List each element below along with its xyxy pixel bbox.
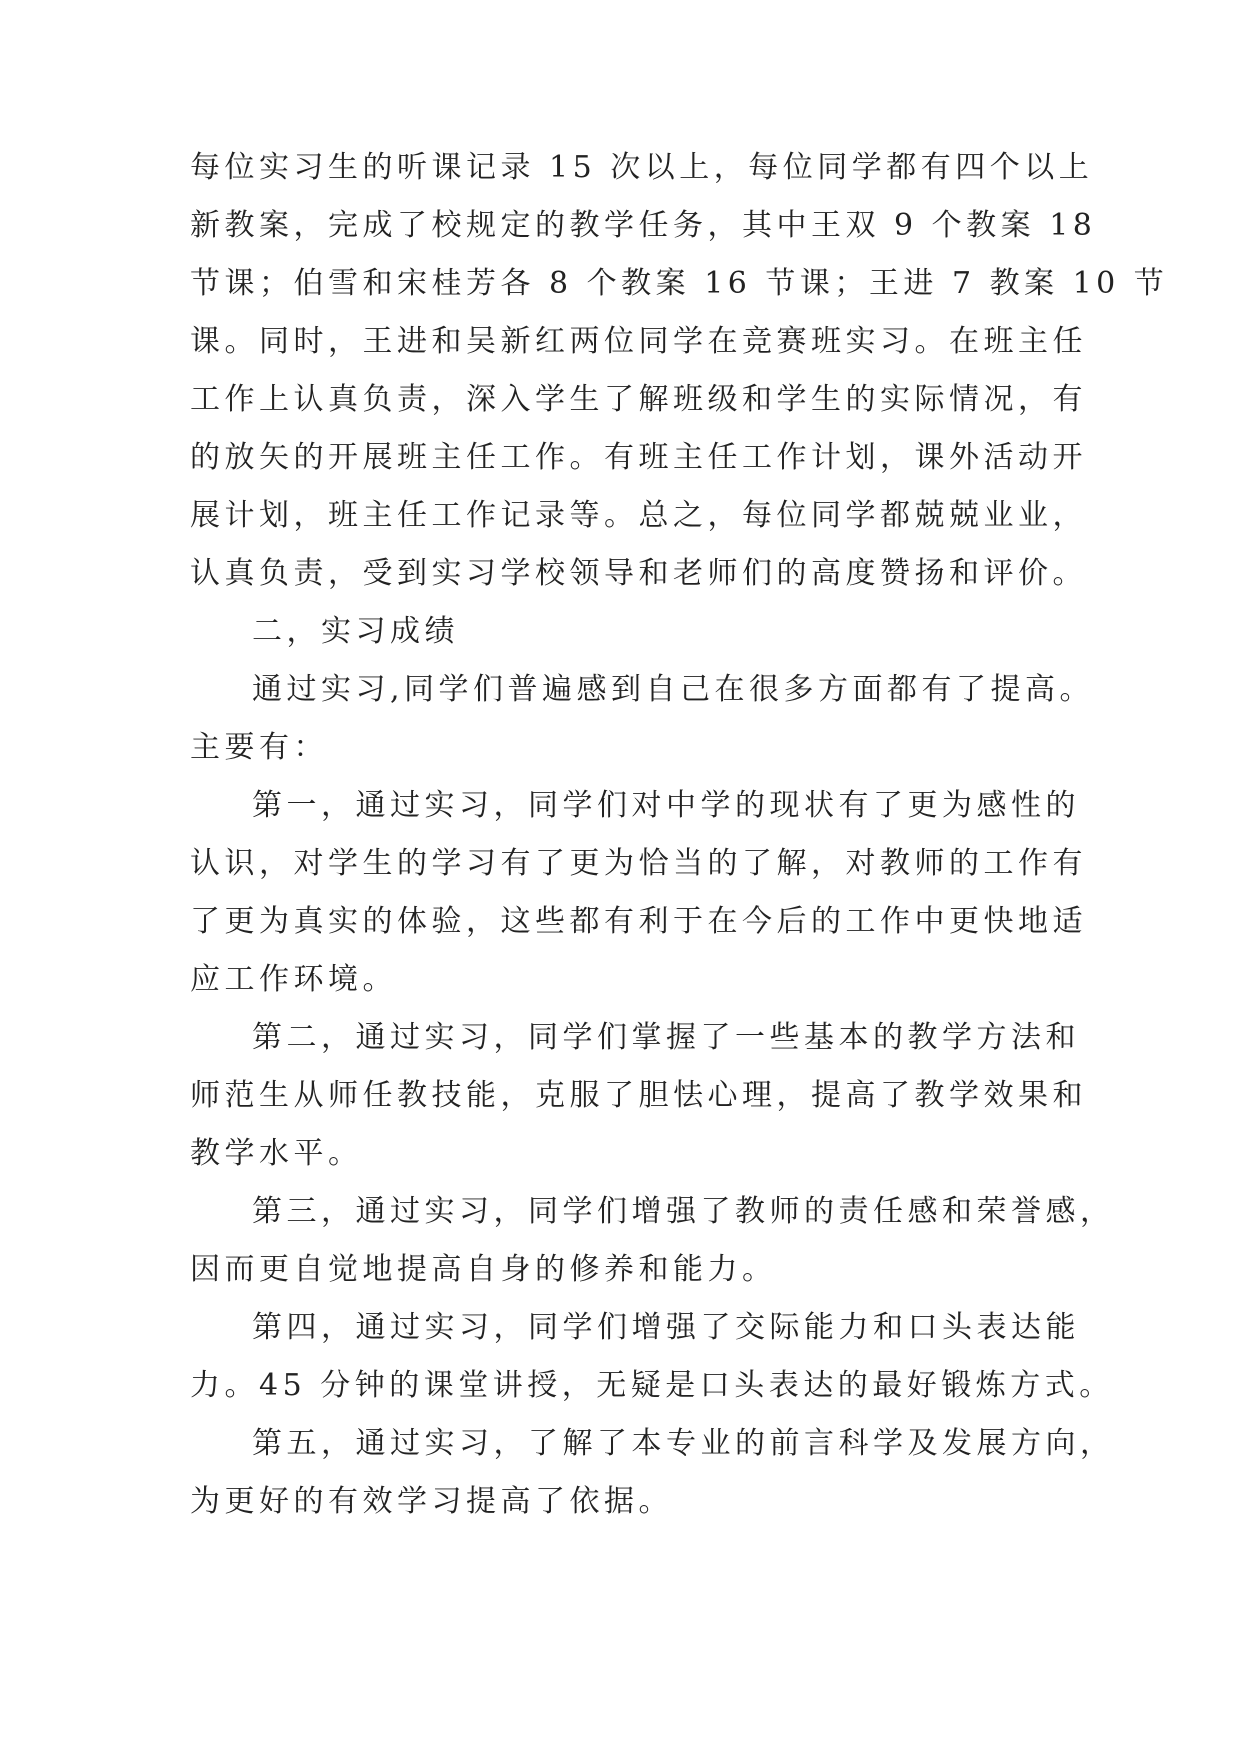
text-line-21: 第四，通过实习，同学们增强了交际能力和口头表达能	[252, 1310, 1080, 1345]
text-line-22: 力。45 分钟的课堂讲授，无疑是口头表达的最好锻炼方式。	[190, 1368, 1114, 1403]
section-heading: 二，实习成绩	[252, 614, 459, 649]
text-line-24: 为更好的有效学习提高了依据。	[190, 1484, 673, 1519]
text-line-15: 应工作环境。	[190, 962, 397, 997]
text-line-8: 认真负责，受到实习学校领导和老师们的高度赞扬和评价。	[190, 556, 1087, 591]
text-line-19: 第三，通过实习，同学们增强了教师的责任感和荣誉感，	[252, 1194, 1115, 1229]
text-line-23: 第五，通过实习，了解了本专业的前言科学及发展方向，	[252, 1426, 1115, 1461]
text-line-10: 通过实习,同学们普遍感到自己在很多方面都有了提高。	[252, 672, 1095, 707]
text-line-7: 展计划，班主任工作记录等。总之，每位同学都兢兢业业，	[190, 498, 1087, 533]
text-line-4: 课。同时，王进和吴新红两位同学在竞赛班实习。在班主任	[190, 324, 1087, 359]
text-line-5: 工作上认真负责，深入学生了解班级和学生的实际情况，有	[190, 382, 1087, 417]
text-line-18: 教学水平。	[190, 1136, 363, 1171]
text-line-3: 节课；伯雪和宋桂芳各 8 个教案 16 节课；王进 7 教案 10 节	[190, 266, 1169, 301]
text-line-12: 第一，通过实习，同学们对中学的现状有了更为感性的	[252, 788, 1080, 823]
text-line-20: 因而更自觉地提高自身的修养和能力。	[190, 1252, 777, 1287]
text-line-13: 认识，对学生的学习有了更为恰当的了解，对教师的工作有	[190, 846, 1087, 881]
text-line-17: 师范生从师任教技能，克服了胆怯心理，提高了教学效果和	[190, 1078, 1087, 1113]
text-line-2: 新教案，完成了校规定的教学任务，其中王双 9 个教案 18	[190, 208, 1097, 243]
text-line-11: 主要有：	[190, 730, 328, 765]
text-line-14: 了更为真实的体验，这些都有利于在今后的工作中更快地适	[190, 904, 1087, 939]
text-line-6: 的放矢的开展班主任工作。有班主任工作计划，课外活动开	[190, 440, 1087, 475]
text-line-16: 第二，通过实习，同学们掌握了一些基本的教学方法和	[252, 1020, 1080, 1055]
text-line-1: 每位实习生的听课记录 15 次以上，每位同学都有四个以上	[190, 150, 1094, 185]
